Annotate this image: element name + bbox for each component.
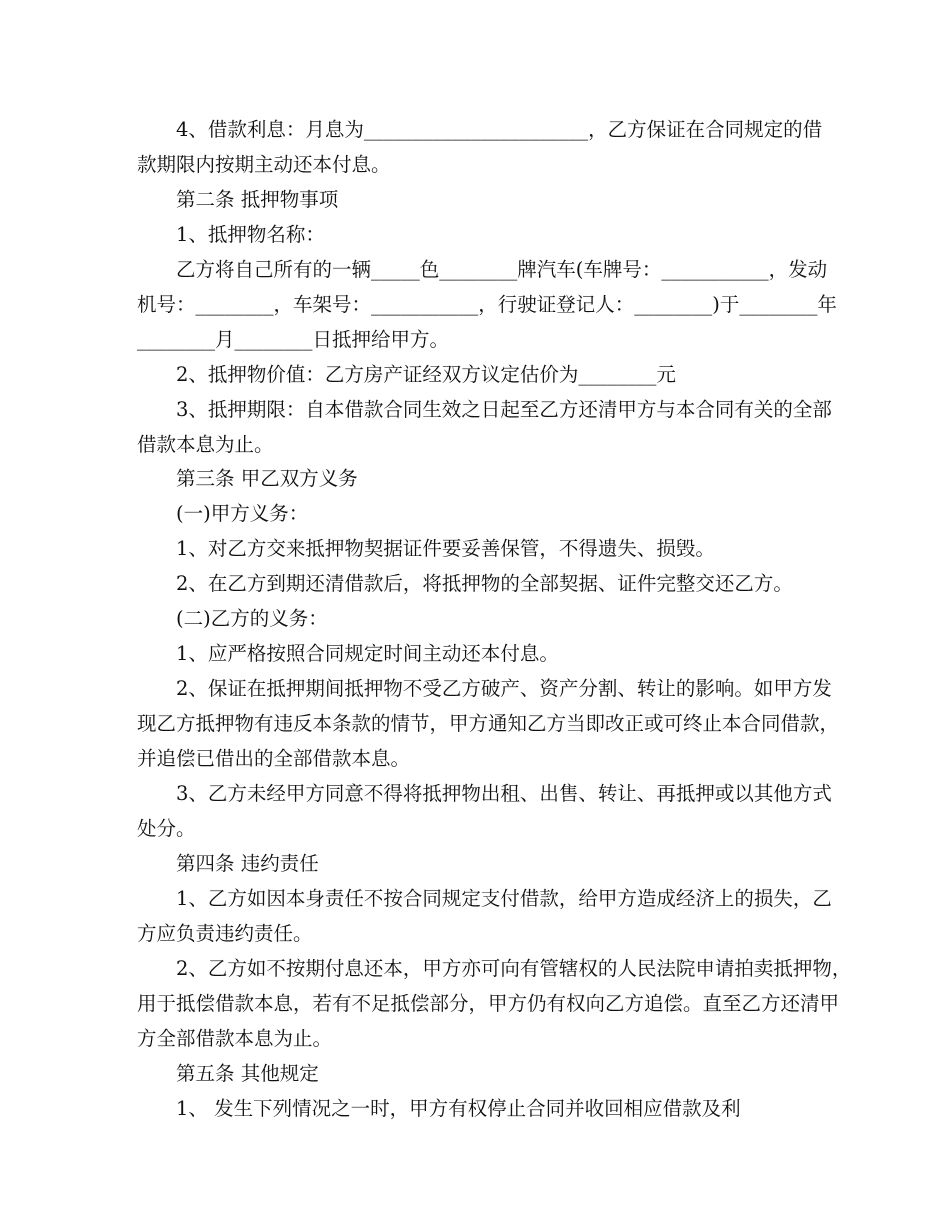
collateral-name-label: 1、抵押物名称： [176,223,325,246]
clause-interest-cont: 款期限内按期主动还本付息。 [137,153,391,176]
party-b-duty-3-line-1: 3、乙方未经甲方同意不得将抵押物出租、出售、转让、再抵押或以其他方式 [176,782,832,805]
liability-1-line-1: 1、乙方如因本身责任不按合同规定支付借款，给甲方造成经济上的损失，乙 [176,887,832,910]
party-b-duty-2-line-1: 2、保证在抵押期间抵押物不受乙方破产、资产分割、转让的影响。如甲方发 [176,677,832,700]
party-a-duty-2: 2、在乙方到期还清借款后，将抵押物的全部契据、证件完整交还乙方。 [176,572,793,595]
party-b-duty-2-line-2: 现乙方抵押物有违反本条款的情节，甲方通知乙方当即改正或可终止本合同借款， [137,712,840,735]
mortgage-term-1: 3、抵押期限：自本借款合同生效之日起至乙方还清甲方与本合同有关的全部 [176,398,832,421]
collateral-desc-2: 机号：________，车架号：___________，行驶证登记人：________)于________年 [137,293,837,316]
article-2-heading: 第二条 抵押物事项 [176,188,339,211]
liability-2-line-2: 用于抵偿借款本息，若有不足抵偿部分，甲方仍有权向乙方追偿。直至乙方还清甲 [137,992,840,1015]
article-4-heading: 第四条 违约责任 [176,852,319,875]
other-provision-1: 1、 发生下列情况之一时，甲方有权停止合同并收回相应借款及利 [176,1097,741,1120]
party-a-duty-1: 1、对乙方交来抵押物契据证件要妥善保管，不得遗失、损毁。 [176,537,715,560]
clause-interest: 4、借款利息：月息为_______________________，乙方保证在合同规定的借 [176,118,823,141]
party-a-duties-heading: (一)甲方义务： [176,502,309,525]
liability-2-line-1: 2、乙方如不按期付息还本，甲方亦可向有管辖权的人民法院申请拍卖抵押物， [176,957,852,980]
article-5-heading: 第五条 其他规定 [176,1062,319,1085]
party-b-duty-2-line-3: 并追偿已借出的全部借款本息。 [137,747,411,770]
liability-2-line-3: 方全部借款本息为止。 [137,1027,333,1050]
party-b-duty-3-line-2: 处分。 [137,817,196,840]
mortgage-term-2: 借款本息为止。 [137,433,274,456]
article-3-heading: 第三条 甲乙双方义务 [176,467,358,490]
party-b-duty-1: 1、应严格按照合同规定时间主动还本付息。 [176,642,559,665]
liability-1-line-2: 方应负责违约责任。 [137,922,313,945]
collateral-desc-3: ________月________日抵押给甲方。 [137,328,450,351]
collateral-desc-1: 乙方将自己所有的一辆_____色________牌汽车(车牌号：___________，发动 [176,258,828,281]
collateral-value: 2、抵押物价值：乙方房产证经双方议定估价为________元 [176,363,676,386]
party-b-duties-heading: (二)乙方的义务： [176,607,328,630]
